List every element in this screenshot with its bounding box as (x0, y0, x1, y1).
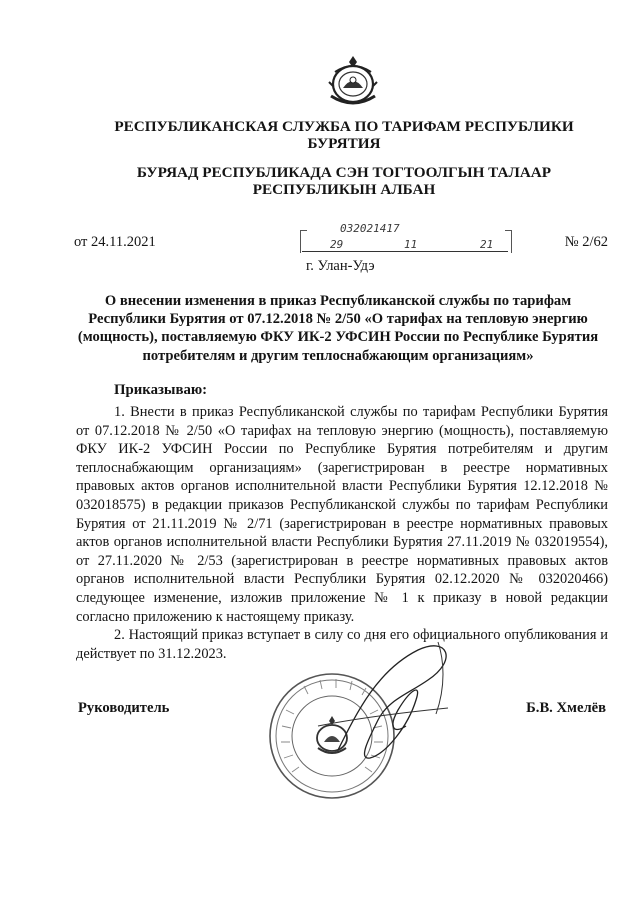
paragraph-1: 1. Внести в приказ Республиканской службы по тарифам Республики Бурятия от 07.12.2018 № 2/50 «О тарифах на тепловую энергию (мощность), поставляемую ФКУ ИК-2 УФСИН России по Республике Бурятия потребителям и другим теплоснабжающим организациям» (зарегистрирован в реестре нормативных правовых актов органов исполнительной власти Республики Бурятия 12.12.2018 № 032018575) в редакции приказов Республиканской службы по тарифам Республики Бурятия от 21.11.2019 № 2/71 (зарегистрирован в реестре нормативных правовых актов органов исполнительной власти Республики Бурятия 27.11.2019 № 032019554), от 27.11.2020 № 2/53 (зарегистрирован в реестре нормативных правовых актов органов исполнительной власти Республики Бурятия 02.12.2020 № 032020466) следующее изменение, изложив приложение № 1 к приказу в новой редакции согласно приложению к настоящему приказу. (76, 404, 608, 625)
signatory-name: Б.В. Хмелёв (526, 700, 606, 716)
signatory-position: Руководитель (78, 700, 170, 716)
registration-month: 11 (404, 238, 418, 251)
stamp-bracket-right (505, 230, 512, 253)
coat-of-arms-icon (325, 52, 381, 112)
registration-number: 032021417 (340, 222, 400, 235)
handwritten-signature (298, 630, 468, 780)
document-city: г. Улан-Удэ (306, 258, 375, 274)
registration-stamp (300, 222, 512, 256)
agency-name-buryat: БУРЯАД РЕСПУБЛИКАДА СЭН ТОГТООЛГЫН ТАЛААР РЕСПУБЛИКЫН АЛБАН (136, 164, 552, 198)
order-title: О внесении изменения в приказ Республиканской службы по тарифам Республики Бурятия от 07.12.2018 № 2/50 «О тарифах на тепловую энергию (мощность), поставляемую ФКУ ИК-2 УФСИН России по Республике Бурятия потребителям и другим теплоснабжающим организациям» (77, 293, 599, 364)
stamp-bracket-left (300, 230, 307, 253)
order-body (76, 403, 608, 663)
document-number: № 2/62 (564, 234, 608, 250)
document-date: от 24.11.2021 (74, 234, 156, 250)
registration-year: 21 (480, 238, 494, 251)
agency-name-russian: РЕСПУБЛИКАНСКАЯ СЛУЖБА ПО ТАРИФАМ РЕСПУБЛИКИ БУРЯТИЯ (114, 118, 574, 152)
registration-day: 29 (330, 238, 344, 251)
paragraph-2: 2. Настоящий приказ вступает в силу со дня его официального опубликования и действует по 31.12.2023. (76, 627, 608, 662)
order-directive: Приказываю: (114, 382, 208, 398)
stamp-underline (302, 251, 508, 252)
